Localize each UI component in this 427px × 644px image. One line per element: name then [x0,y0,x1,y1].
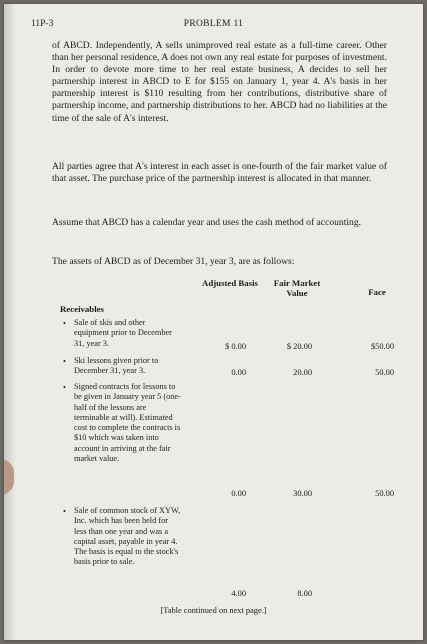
cell-fair-market-value: 30.00 [293,489,312,498]
paragraph-accounting-method: Assume that ABCD has a calendar year and uses the cash method of accounting. [52,217,362,228]
cell-fair-market-value: $ 20.00 [286,342,312,351]
cell-adjusted-basis: 4.00 [231,589,246,598]
cell-adjusted-basis: 0.00 [231,368,246,377]
cell-fair-market-value: 20.00 [293,368,312,377]
book-page [4,4,423,640]
table-continued-note: [Table continued on next page.] [160,606,267,615]
row-description: Signed contracts for lessons to be given in January year 5 (one-half of the lessons are terminable at will). Estimated cost to complete the contracts is $10 which was taken into account in arriving at the fair market value. [74,382,181,464]
bullet-icon: • [63,506,66,516]
cell-fair-market-value: 8.00 [297,589,312,598]
row-description: Sale of common stock of XYW, Inc. which has been held for less than one year and was a capital asset, payable in year 4. The basis is equal to the stock's basis prior to sale. [74,506,181,567]
section-label-receivables: Receivables [60,304,104,314]
row-description: Sale of skis and other equipment prior to December 31, year 3. [74,318,172,348]
bullet-icon: • [63,318,66,328]
paragraph-sale-facts: of ABCD. Independently, A sells unimproved real estate as a full-time career. Other than her personal residence, A does not own any real estate for purposes of investment. In order to devote more time to her real estate business, A decides to sell her partnership interest in ABCD to E for $155 on January 1, year 4. A's basis in her partnership interest is $110 resulting from her contributions, distributive share of partnership income, and partnership distributions to her. ABCD had no liabilities at the time of the sale of A's interest. [52,40,387,124]
column-header-adjusted-basis: Adjusted Basis [202,278,258,288]
page-number: 11P-3 [31,19,54,29]
paragraph-allocation: All parties agree that A's interest in each asset is one-fourth of the fair market value of that asset. The purchase price of the partnership interest is allocated in that manner. [52,161,387,185]
running-head-title: PROBLEM 11 [183,19,244,29]
page-gutter-shadow [4,4,16,640]
cell-face: $50.00 [370,342,394,351]
cell-face: 50.00 [375,489,394,498]
row-description: Ski lessons given prior to December 31, year 3. [74,356,159,376]
paragraph-assets-intro: The assets of ABCD as of December 31, year 3, are as follows: [52,256,295,267]
cell-adjusted-basis: 0.00 [231,489,246,498]
bullet-icon: • [63,382,66,392]
cell-face: 50.00 [375,368,394,377]
column-header-fair-market-value: Fair Market Value [273,278,321,298]
cell-adjusted-basis: $ 0.00 [225,342,246,351]
bullet-icon: • [63,356,66,366]
column-header-face: Face [368,287,386,297]
